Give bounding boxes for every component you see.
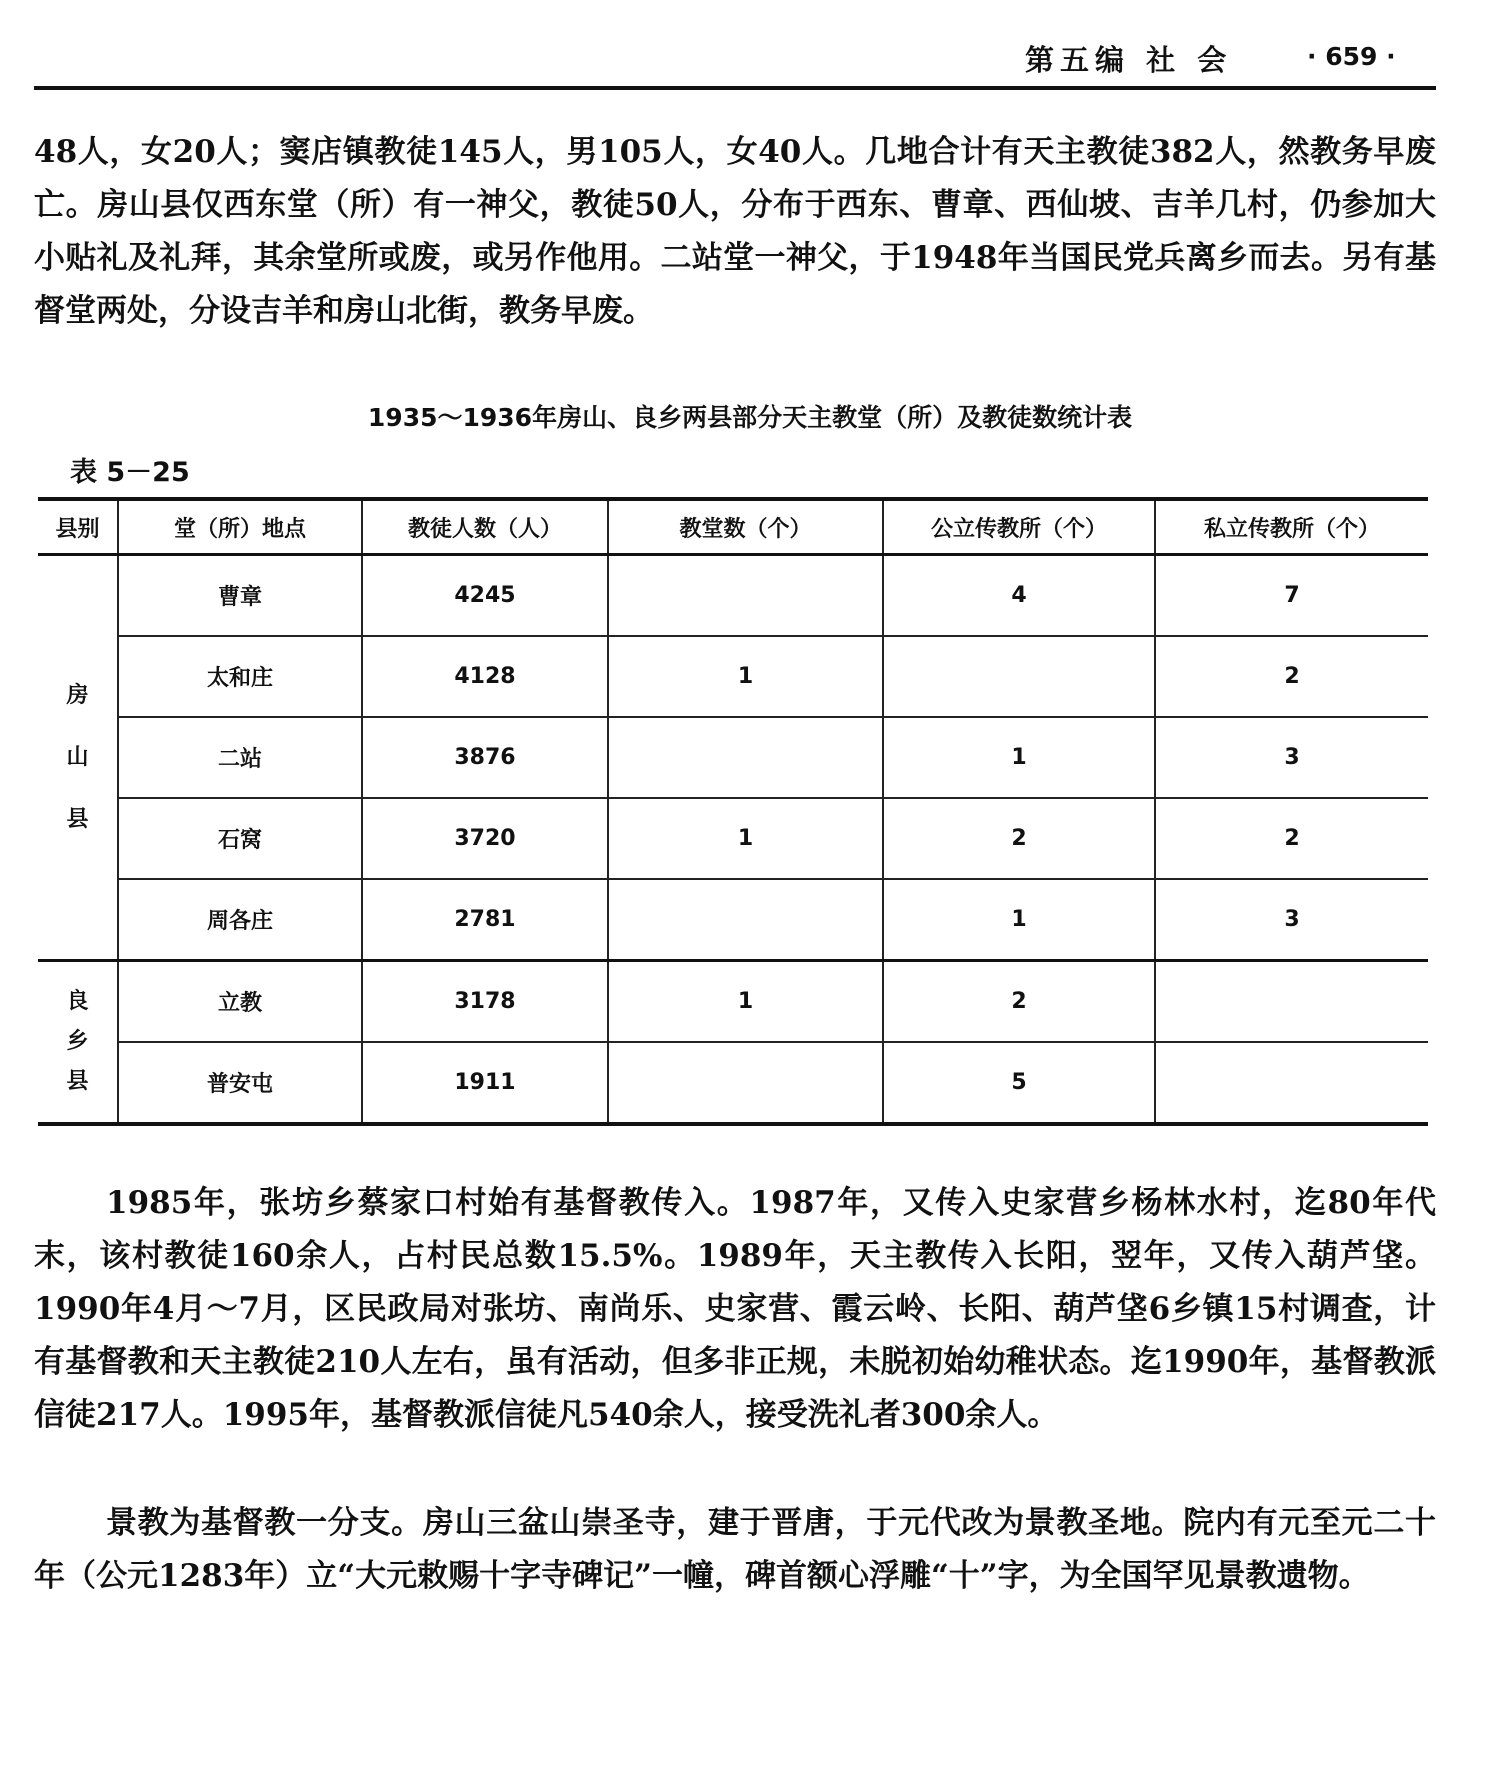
cell-private-missions: [1155, 1042, 1428, 1124]
cell-churches: 1: [608, 961, 883, 1043]
header-location: 堂（所）地点: [118, 499, 362, 555]
table-caption: 1935～1936年房山、良乡两县部分天主教堂（所）及教徒数统计表: [367, 403, 1133, 432]
county-cell: [38, 961, 118, 1125]
header-public-missions: 公立传教所（个）: [883, 499, 1155, 555]
paragraph-2: 1985年，张坊乡蔡家口村始有基督教传入。1987年，又传入史家营乡杨林水村，迄80年代末，该村教徒160余人，占村民总数15.5%。1989年，天主教传入长阳，翌年，又传入葫芦垡。1990年4月～7月，区民政局对张坊、南尚乐、史家营、霞云岭、长阳、葫芦垡6乡镇15村调查，计有基督教和天主教徒210人左右，虽有活动，但多非正规，未脱初始幼稚状态。迄1990年，基督教派信徒217人。1995年，基督教派信徒凡540余人，接受洗礼者300余人。: [34, 1185, 1436, 1433]
cell-private-missions: 7: [1155, 555, 1428, 637]
cell-private-missions: 3: [1155, 879, 1428, 961]
header-county: 县别: [38, 499, 118, 555]
cell-believers: 4128: [362, 636, 608, 717]
cell-believers: 2781: [362, 879, 608, 961]
cell-location: 二站: [118, 717, 362, 798]
cell-believers: 1911: [362, 1042, 608, 1124]
cell-believers: 3178: [362, 961, 608, 1043]
cell-believers: 4245: [362, 555, 608, 637]
cell-location: 曹章: [118, 555, 362, 637]
cell-location: 立教: [118, 961, 362, 1043]
cell-public-missions: 5: [883, 1042, 1155, 1124]
county-label: 良乡县: [66, 989, 89, 1094]
cell-public-missions: [883, 636, 1155, 717]
cell-private-missions: 3: [1155, 717, 1428, 798]
cell-believers: 3720: [362, 798, 608, 879]
table-row: [38, 961, 1428, 1043]
page-number: · 659 ·: [1307, 42, 1396, 71]
table-number: 表 5－25: [70, 457, 190, 488]
header-rule: [34, 86, 1436, 90]
cell-location: 太和庄: [118, 636, 362, 717]
cell-public-missions: 4: [883, 555, 1155, 637]
table-row: [38, 555, 1428, 637]
table-row: [38, 717, 1428, 798]
cell-public-missions: 2: [883, 961, 1155, 1043]
cell-churches: [608, 1042, 883, 1124]
cell-location: 石窝: [118, 798, 362, 879]
header-private-missions: 私立传教所（个）: [1155, 499, 1428, 555]
page-header: [35, 38, 1435, 78]
cell-churches: [608, 717, 883, 798]
cell-public-missions: 1: [883, 879, 1155, 961]
table-row: [38, 1042, 1428, 1124]
section-title: 第五编 社 会: [1025, 43, 1233, 77]
cell-public-missions: 1: [883, 717, 1155, 798]
cell-churches: 1: [608, 798, 883, 879]
table-row: [38, 879, 1428, 961]
paragraph-1: 48人，女20人；窦店镇教徒145人，男105人，女40人。几地合计有天主教徒382人，然教务早废亡。房山县仅西东堂（所）有一神父，教徒50人，分布于西东、曹章、西仙坡、吉羊几村，仍参加大小贴礼及礼拜，其余堂所或废，或另作他用。二站堂一神父，于1948年当国民党兵离乡而去。另有基督堂两处，分设吉羊和房山北街，教务早废。: [34, 134, 1436, 329]
cell-location: 普安屯: [118, 1042, 362, 1124]
header-churches: 教堂数（个）: [608, 499, 883, 555]
cell-churches: [608, 555, 883, 637]
cell-private-missions: 2: [1155, 636, 1428, 717]
church-statistics-table: [38, 497, 1428, 1126]
cell-believers: 3876: [362, 717, 608, 798]
table-row: [38, 636, 1428, 717]
paragraph-3: 景教为基督教一分支。房山三盆山崇圣寺，建于晋唐，于元代改为景教圣地。院内有元至元二十年（公元1283年）立“大元敕赐十字寺碑记”一幢，碑首额心浮雕“十”字，为全国罕见景教遗物。: [34, 1505, 1436, 1594]
cell-churches: 1: [608, 636, 883, 717]
county-cell: [38, 555, 118, 961]
cell-churches: [608, 879, 883, 961]
table-header-row: [38, 499, 1428, 555]
table-row: [38, 798, 1428, 879]
cell-location: 周各庄: [118, 879, 362, 961]
cell-private-missions: [1155, 961, 1428, 1043]
cell-public-missions: 2: [883, 798, 1155, 879]
cell-private-missions: 2: [1155, 798, 1428, 879]
county-label: 房山县: [66, 682, 89, 832]
header-believers: 教徒人数（人）: [362, 499, 608, 555]
